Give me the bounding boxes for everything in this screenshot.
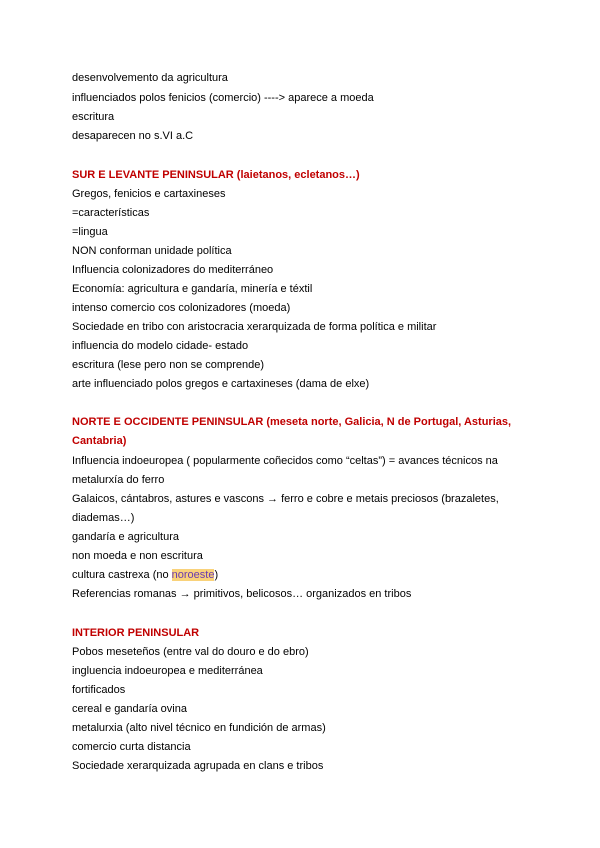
section-heading-sur: SUR E LEVANTE PENINSULAR (laietanos, ecletanos…) <box>72 169 360 181</box>
section-heading-interior: INTERIOR PENINSULAR <box>72 627 200 639</box>
norte-line-7 <box>72 568 218 582</box>
interior-line-3: fortificados <box>72 684 126 696</box>
sur-line-4: NON conforman unidade política <box>72 245 232 257</box>
norte-line-5: gandaría e agricultura <box>72 531 180 543</box>
intro-line-2: influenciados polos fenicios (comercio) ----> aparece a moeda <box>72 92 374 104</box>
norte-line-6: non moeda e non escritura <box>72 550 203 562</box>
intro-line-1: desenvolvemento da agricultura <box>72 72 228 84</box>
sur-line-9: influencia do modelo cidade- estado <box>72 340 249 352</box>
sur-line-7: intenso comercio cos colonizadores (moeda) <box>72 302 291 314</box>
sur-line-3: =lingua <box>72 226 108 238</box>
section-heading-norte-cont: Cantabria) <box>72 435 127 447</box>
norte-line-2: metalurxía do ferro <box>72 474 165 486</box>
interior-line-6: comercio curta distancia <box>72 741 191 753</box>
sur-line-1: Gregos, fenicios e cartaxineses <box>72 188 226 200</box>
norte-line-4: diademas…) <box>72 512 135 524</box>
intro-line-4: desaparecen no s.VI a.C <box>72 130 194 142</box>
highlighted-word: noroeste <box>171 569 215 581</box>
section-heading-norte: NORTE E OCCIDENTE PENINSULAR (meseta norte, Galicia, N de Portugal, Asturias, <box>72 416 512 428</box>
sur-line-11: arte influenciado polos gregos e cartaxineses (dama de elxe) <box>72 378 370 390</box>
interior-line-7: Sociedade xerarquizada agrupada en clans e tribos <box>72 760 324 772</box>
sur-line-6: Economía: agricultura e gandaría, minería e téxtil <box>72 283 313 295</box>
sur-line-5: Influencia colonizadores do mediterráneo <box>72 264 274 276</box>
interior-line-1: Pobos meseteños (entre val do douro e do ebro) <box>72 646 309 658</box>
interior-line-4: cereal e gandaría ovina <box>72 703 187 715</box>
sur-line-8: Sociedade en tribo con aristocracia xerarquizada de forma política e militar <box>72 321 437 333</box>
sur-line-10: escritura (lese pero non se comprende) <box>72 359 264 371</box>
norte-line-1: Influencia indoeuropea ( popularmente coñecidos como “celtas”) = avances técnicos na <box>72 455 498 467</box>
norte-line-3: Galaicos, cántabros, astures e vascons → ferro e cobre e metais preciosos (brazaletes, <box>72 493 499 505</box>
norte-line-7-start: cultura castrexa (no <box>72 569 172 581</box>
intro-line-3: escritura <box>72 111 115 123</box>
interior-line-2: ingluencia indoeuropea e mediterránea <box>72 665 263 677</box>
interior-line-5: metalurxia (alto nivel técnico en fundición de armas) <box>72 722 326 734</box>
norte-line-7-end: ) <box>214 569 219 581</box>
norte-line-8: Referencias romanas → primitivos, belicosos… organizados en tribos <box>72 588 412 600</box>
sur-line-2: =características <box>72 207 150 219</box>
